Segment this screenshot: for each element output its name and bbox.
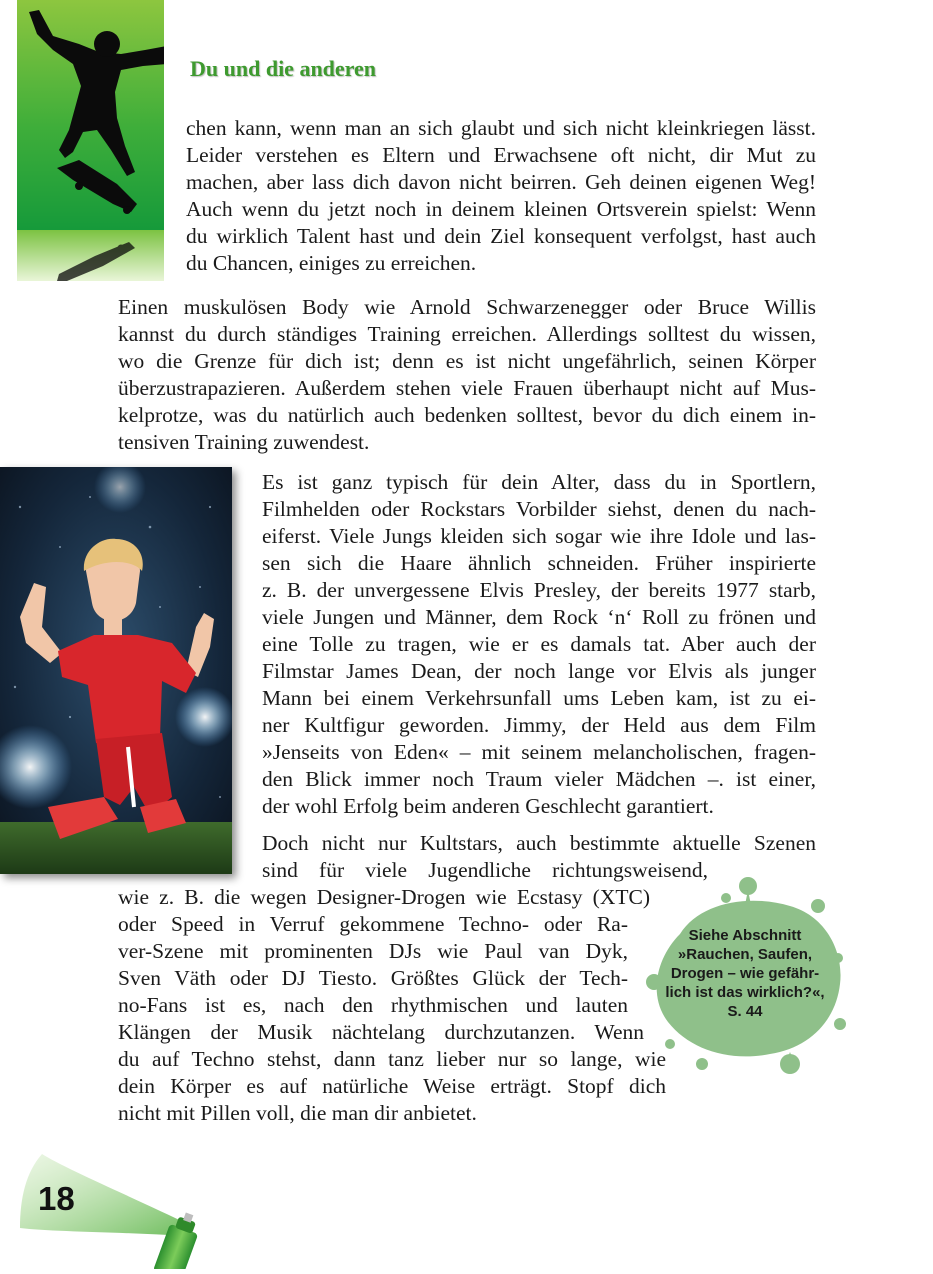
- side-note-line: S. 44: [727, 1003, 763, 1020]
- text-line: Filmstar James Dean, der noch lange vor Elvis als junger: [262, 659, 816, 683]
- text-line: du Chancen, einiges zu erreichen.: [186, 251, 477, 275]
- text-line: den Blick immer noch Traum vieler Mädchen –. ist einer,: [262, 767, 816, 791]
- side-note-line: lich ist das wirklich?«,: [665, 984, 825, 1001]
- side-note-line: Drogen – wie gefähr-: [670, 965, 820, 982]
- side-note-line: Siehe Abschnitt: [688, 927, 802, 944]
- section-title: Du und die anderen: [190, 56, 377, 81]
- paragraph-body: [118, 294, 816, 456]
- text-line: sen sich die Haare ähnlich schneiden. Früher inspirierte: [262, 551, 816, 575]
- text-line: nicht mit Pillen voll, die man dir anbietet.: [118, 1101, 477, 1125]
- text-line: viele Jungen und Männer, dem Rock ‘n‘ Roll zu frönen und: [262, 605, 816, 629]
- text-line: eiferst. Viele Jungs kleiden sich sogar wie ihre Idole und las-: [262, 524, 816, 548]
- text-line: Es ist ganz typisch für dein Alter, dass du in Sportlern,: [262, 470, 816, 494]
- text-line: »Jenseits von Eden« – mit seinem melancholischen, fragen-: [262, 740, 816, 764]
- text-line: tensiven Training zuwendest.: [118, 430, 370, 454]
- skateboarder-silhouette-icon: [17, 0, 164, 281]
- text-line: Sven Väth oder DJ Tiesto. Größtes Glück der Tech-: [118, 966, 628, 990]
- text-line: Doch nicht nur Kultstars, auch bestimmte aktuelle Szenen: [262, 831, 816, 855]
- text-line: du wirklich Talent hast und dein Ziel konsequent verfolgst, hast auch: [186, 224, 816, 248]
- text-line: wo die Grenze für dich ist; denn es ist nicht ungefährlich, seinen Körper: [118, 349, 816, 373]
- text-line: Filmhelden oder Rockstars Vorbilder siehst, denen du nach-: [262, 497, 816, 521]
- text-line: dein Körper es auf natürliche Weise erträgt. Stopf dich: [118, 1074, 666, 1098]
- side-note-line: »Rauchen, Saufen,: [677, 946, 813, 963]
- page-number: 18: [38, 1180, 75, 1217]
- text-line: Leider verstehen es Eltern und Erwachsene oft nicht, dir Mut zu: [186, 143, 816, 167]
- side-note-splash: [640, 872, 850, 1077]
- text-line: Einen muskulösen Body wie Arnold Schwarzenegger oder Bruce Willis: [118, 295, 816, 319]
- text-line: kannst du durch ständiges Training erreichen. Allerdings solltest du wissen,: [118, 322, 816, 346]
- text-line: ver-Szene mit prominenten DJs wie Paul van Dyk,: [118, 939, 628, 963]
- paragraph-idols: [262, 469, 816, 820]
- paragraph-intro: [186, 115, 816, 277]
- text-line: z. B. der unvergessene Elvis Presley, der bereits 1977 starb,: [262, 578, 816, 602]
- text-line: Auch wenn du jetzt noch in deinem kleinen Ortsverein spielst: Wenn: [186, 197, 816, 221]
- header-graphic: [17, 0, 164, 281]
- text-line: sind für viele Jugendliche richtungsweisend,: [262, 858, 708, 882]
- football-player-photo: [0, 467, 232, 874]
- text-line: eine Tolle zu tragen, wie er es damals tat. Aber auch der: [262, 632, 816, 656]
- text-line: oder Speed in Verruf gekommene Techno- oder Ra-: [118, 912, 628, 936]
- text-line: Mann bei einem Verkehrsunfall ums Leben kam, ist zu ei-: [262, 686, 816, 710]
- text-line: no-Fans ist es, nach den rhythmischen und lauten: [118, 993, 628, 1017]
- text-line: du auf Techno stehst, dann tanz lieber nur so lange, wie: [118, 1047, 666, 1071]
- text-line: chen kann, wenn man an sich glaubt und sich nicht kleinkriegen lässt.: [186, 116, 816, 140]
- text-line: der wohl Erfolg beim anderen Geschlecht garantiert.: [262, 794, 714, 818]
- paragraph-scenes: [118, 884, 666, 1127]
- text-line: machen, aber lass dich davon nicht beirren. Geh deinen eigenen Weg!: [186, 170, 816, 194]
- text-line: überzustrapazieren. Außerdem stehen viele Frauen überhaupt nicht auf Mus-: [118, 376, 816, 400]
- text-line: wie z. B. die wegen Designer-Drogen wie Ecstasy (XTC): [118, 885, 650, 909]
- text-line: ner Kultfigur geworden. Jimmy, der Held aus dem Film: [262, 713, 816, 737]
- text-line: kelprotze, was du natürlich auch bedenken solltest, bevor du dich einem in-: [118, 403, 816, 427]
- text-line: Klängen der Musik nächtelang durchzutanzen. Wenn: [118, 1020, 644, 1044]
